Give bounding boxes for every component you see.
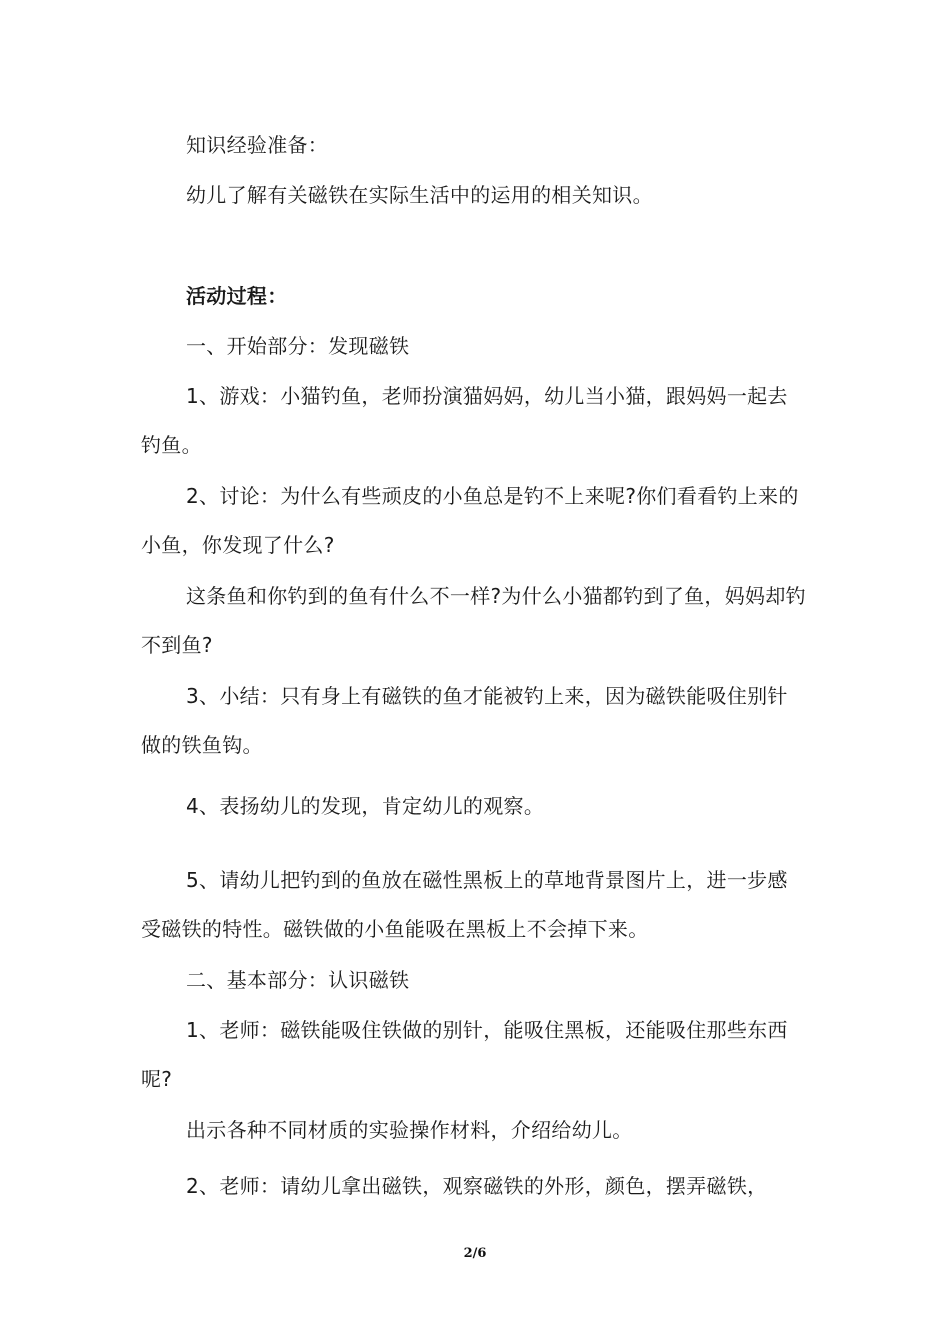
paragraph-knowledge-body: 幼儿了解有关磁铁在实际生活中的运用的相关知识。 — [186, 183, 653, 207]
paragraph-teacher-one: 1、老师：磁铁能吸住铁做的别针，能吸住黑板，还能吸住那些东西呢? — [141, 1018, 788, 1091]
paragraph-game: 1、游戏：小猫钓鱼，老师扮演猫妈妈，幼儿当小猫，跟妈妈一起去钓鱼。 — [141, 384, 788, 457]
paragraph-process-heading: 活动过程： — [186, 284, 288, 308]
paragraph-question: 这条鱼和你钓到的鱼有什么不一样?为什么小猫都钓到了鱼，妈妈却钓不到鱼? — [141, 584, 806, 657]
paragraph-knowledge-heading: 知识经验准备： — [186, 133, 329, 157]
paragraph-part-two-heading: 二、基本部分：认识磁铁 — [186, 968, 410, 992]
paragraph-discussion: 2、讨论：为什么有些顽皮的小鱼总是钓不上来呢?你们看看钓上来的小鱼，你发现了什么? — [141, 484, 799, 557]
paragraph-part-one-heading: 一、开始部分：发现磁铁 — [186, 334, 410, 358]
paragraph-praise: 4、表扬幼儿的发现，肯定幼儿的观察。 — [186, 794, 545, 818]
paragraph-materials: 出示各种不同材质的实验操作材料，介绍给幼儿。 — [186, 1118, 633, 1142]
paragraph-blackboard: 5、请幼儿把钓到的鱼放在磁性黑板上的草地背景图片上，进一步感受磁铁的特性。磁铁做的小鱼能吸在黑板上不会掉下来。 — [141, 868, 788, 941]
paragraph-teacher-two: 2、老师：请幼儿拿出磁铁，观察磁铁的外形，颜色，摆弄磁铁， — [186, 1174, 768, 1198]
page-number: 2/6 — [463, 1246, 487, 1261]
paragraph-summary: 3、小结：只有身上有磁铁的鱼才能被钓上来，因为磁铁能吸住别针做的铁鱼钩。 — [141, 684, 788, 757]
